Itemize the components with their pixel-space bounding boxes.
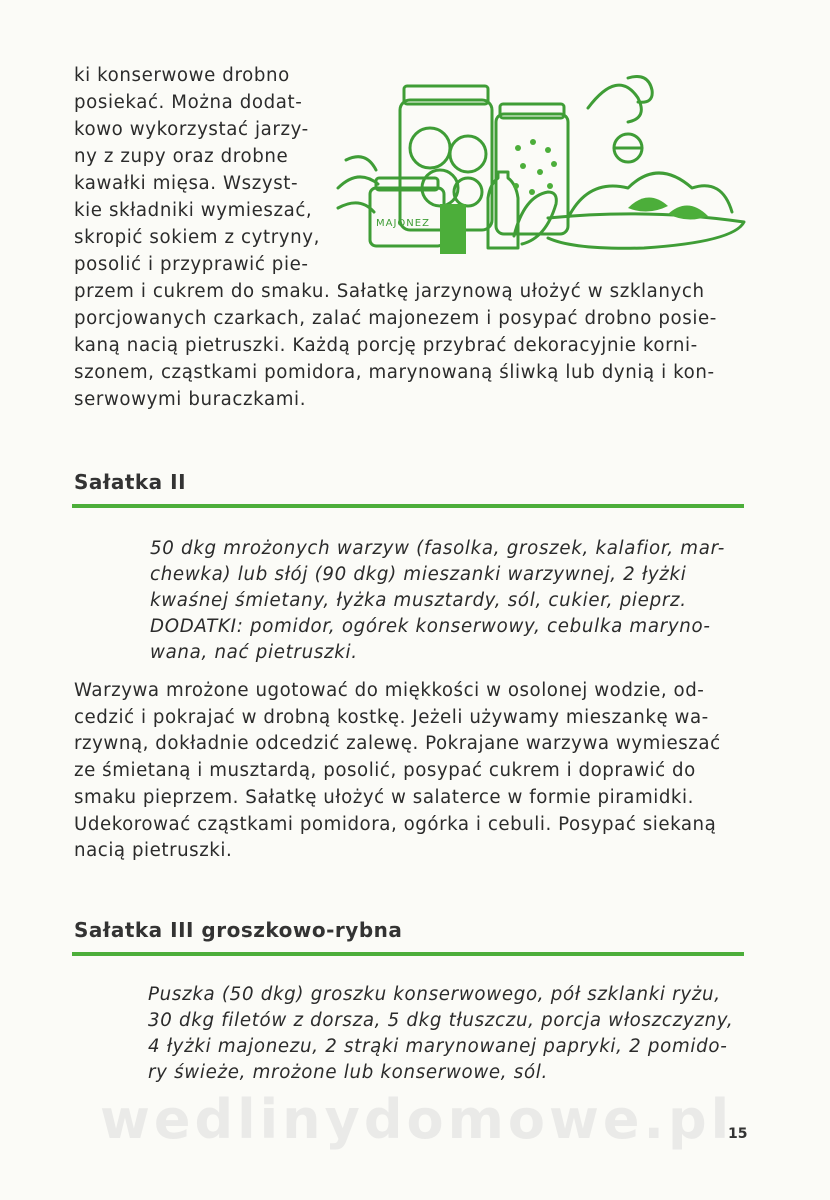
section-divider [72,504,744,508]
text-line: posiekać. Można dodat- [74,92,303,113]
text-line: nacią pietruszki. [74,840,233,862]
text-line: szonem, cząstkami pomidora, marynowaną śliwką lub dynią i kon- [74,362,715,383]
text-line: kie składniki wymieszać, [74,200,313,221]
text-line: rzywną, dokładnie odcedzić zalewę. Pokrajane warzywa wymieszać [74,733,721,755]
intro-wide-text [74,278,754,413]
text-line: 4 łyżki majonezu, 2 strąki marynowanej papryki, 2 pomido- [148,1036,728,1057]
intro-narrow-text [74,62,332,278]
text-line: kaną nacią pietruszki. Każdą porcję przybrać dekoracyjnie korni- [74,335,698,356]
text-line: ny z zupy oraz drobne [74,146,289,167]
text-line: ze śmietaną i musztardą, posolić, posypać cukrem i doprawić do [74,760,696,782]
text-line: kawałki mięsa. Wszyst- [74,173,299,194]
text-line: smaku pieprzem. Sałatkę ułożyć w salaterce w formie piramidki. [74,786,694,808]
text-line: skropić sokiem z cytryny, [74,227,321,248]
text-line: DODATKI: pomidor, ogórek konserwowy, cebulka maryno- [150,616,711,637]
text-line: ry świeże, mrożone lub konserwowe, sól. [148,1062,549,1083]
section-title-salatka-3: Sałatka III groszkowo-rybna [74,918,403,942]
text-line: kwaśnej śmietany, łyżka musztardy, sól, cukier, pieprz. [150,590,687,611]
text-line: Warzywa mrożone ugotować do miękkości w osolonej wodzie, od- [74,680,705,701]
text-line: kowo wykorzystać jarzy- [74,119,309,140]
section-title-salatka-2: Sałatka II [74,470,187,494]
text-line: 30 dkg filetów z dorsza, 5 dkg tłuszczu, porcja włoszczyzny, [148,1010,734,1031]
text-line: ki konserwowe drobno [74,65,290,86]
salad-jars-illustration [328,68,758,268]
text-line: chewka) lub słój (90 dkg) mieszanki warzywnej, 2 łyżki [150,564,687,585]
text-line: przem i cukrem do smaku. Sałatkę jarzynową ułożyć w szklanych [74,281,705,302]
section2-method [74,678,754,865]
text-line: 50 dkg mrożonych warzyw (fasolka, groszek, kalafior, mar- [150,538,726,559]
text-line: Puszka (50 dkg) groszku konserwowego, pół szklanki ryżu, [148,984,721,1005]
section3-ingredients [148,982,748,1086]
jar-label: MAJONEZ [376,218,430,229]
text-line: serwowymi buraczkami. [74,389,307,410]
page-number: 15 [728,1126,748,1142]
text-line: posolić i przyprawić pie- [74,254,309,275]
text-line: wana, nać pietruszki. [150,642,358,663]
section-divider [72,952,744,956]
text-line: porcjowanych czarkach, zalać majonezem i posypać drobno posie- [74,308,717,329]
text-line: cedzić i pokrajać w drobną kostkę. Jeżeli używamy mieszankę wa- [74,706,709,728]
section2-ingredients [150,536,750,666]
text-line: Udekorować cząstkami pomidora, ogórka i cebuli. Posypać siekaną [74,813,717,835]
watermark: wedlinydomowe.pl [100,1088,734,1151]
